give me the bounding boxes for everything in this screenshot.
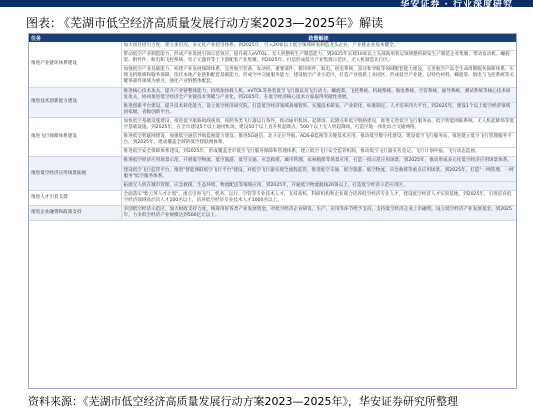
- figure-title-text: 《芜湖市低空经济高质量发展行动方案2023—2025年》解读: [64, 16, 384, 30]
- task-category-cell: 推进产业链环体系建设: [29, 42, 121, 87]
- policy-paragraph: 拓展无人机在城市管理、应急救援、生态环境、物流配送等领域应用，到2025年，开通低空物流航线20条以上，打造低空经济示范应用区。: [121, 181, 516, 190]
- policy-paragraph: 加强低空产业基础能力，构建产业发展保障体系，完善航空装备、发动机、重要部件、模块组件、航电、机电系统、雷达和导航等领域配套能力建设，完善航空产品全生命周期服务保障体系，实现飞机维修和服务保障。依托本地产业链和配套基础能力，形成空中交通服务能力，建设航空产业示范区，打造产业创新工业园区，形成低空产业链。以特色材料、螺旋桨、航电与飞控系统等关键零部件领域为重点，强化产业链整体配套。: [121, 66, 516, 87]
- policy-paragraph: 全面落实"紫云英人才计划"，重点引进飞行、机务、运行、空管等专业技术人才，支持高校、科研机构和企业联合培养低空经济专业人才，建设低空经济人才实训基地，到2025年，引进培育低空经济领域高层次人才100名以上，培养低空经济专业技术人才1000名以上。: [121, 190, 516, 205]
- policy-paragraph: 推进核心技术攻关，提升产业链整体能力，持续加快载人机、eVTOL等各类低空飞行器以及飞行动力、螺旋桨、飞控系统、机载系统、航电系统、空管系统、通导系统、测试系统等核心技术研发攻关，协同推进低空经济全产业链技术突破与产业化，到2025年，在低空经济核心技术方面取得突破性进展。: [121, 87, 516, 102]
- task-category-cell: 推进企业融资和政策支持: [29, 205, 121, 220]
- table-row: [29, 42, 516, 51]
- task-category-cell: 推进低空经济应用场景拓展: [29, 157, 121, 190]
- column-header-task: 任务: [29, 34, 121, 42]
- policy-paragraph: 加大项目招引力度，建立多层次、多元化产业招引体系。到2025年，引入20家以上低空领域研发制造龙头企业，产业链企业基本健全。: [121, 42, 516, 51]
- policy-paragraph: 推进创新平台建设，提升技术转化能力，设立低空经济研究院，打造低空经济领域高端智库，实施技术研发、产业转化、标准制定、人才培养四大平台。到2025年，建设1个以上低空经济领域国家级、省级创新平台。: [121, 102, 516, 117]
- policy-paragraph: 建设低空飞行监管平台，推进"智能网联低空飞行平台"建设，对低空飞行器实现全流程监管，推进低空交通、低空旅游、低空物流、应急救援等重点应用场景。到2025年，打造"一网管理、一网服务"低空服务体系。: [121, 166, 516, 181]
- table-header-row: [29, 34, 516, 42]
- column-header-interpretation: 政策解读: [121, 34, 516, 42]
- policy-paragraph: 推进低空安全保障体系建设，到2025年，形成覆盖全市低空飞行服务保障和管理体系，建立低空飞行安全监管机制，推动低空飞行器实名登记、飞行计划申报、飞行动态监视。: [121, 148, 516, 157]
- task-category-cell: 推进飞行保障体系建设: [29, 117, 121, 156]
- source-note: 资料来源：《芜湖市低空经济高质量发展行动方案2023—2025年》，华安证券研究所整理: [28, 395, 458, 408]
- policy-paragraph: 带动低空产业制造能力，形成产业发展引领示范效应。提升载人eVTOL、无人机整机生产制造能力，到2025年实现10家以上头部商用客运领域整机研发生产制造企业集聚；带动发动机、螺旋桨、附件件、航电和飞控系统、电子元器件等上下游配套产业集聚。到2025年，打造形成低空产业集群示范区，无人机制造先行区。: [121, 51, 516, 66]
- policy-paragraph: 争创低空经济示范区，加大财政支持力度，统筹用好各类产业发展资金，对低空经济企业研发、生产、应用等环节给予支持，支持低空经济企业上市融资，设立低空经济产业发展基金。到2025年，力争低空经济产业规模达到500亿元以上。: [121, 205, 516, 220]
- table-row: [29, 117, 516, 132]
- header-banner: [0, 0, 533, 10]
- policy-paragraph: 加快低空基础设施建设，推进低空航路航线规划，按照各类飞行器运行条件，推动通用机场、起降场、起降点和低空航路建设，推进完善低空飞行服务站、低空智能网联系统、无人机起降场等低空基础设施。到2025年，在全市建设5个以上通用机场，建设50个以上直升机起降点、500个以上无人机起降场，打造空地一体化综合交通网络。: [121, 117, 516, 132]
- table-row: [29, 87, 516, 102]
- figure-title: [26, 14, 383, 31]
- task-category-cell: 推进技术创新能力建设: [29, 87, 121, 117]
- policy-paragraph: 推进低空智联网建设，加强低空通信导航监视能力建设。推进5G通信、北斗定位导航、ADS-B监视等关键技术应用，推动低空数字化建设；建设低空飞行服务站，推进建立低空飞行管理服务平台，到2025年，建成覆盖全域的低空智联网体系。: [121, 133, 516, 148]
- figure-label: 图表：: [26, 16, 63, 30]
- table-row: [29, 157, 516, 166]
- table-body: [29, 42, 516, 221]
- table-row: [29, 190, 516, 205]
- policy-paragraph: 推进低空经济应用场景示范，开展低空物流、低空旅游、低空交通、应急救援、城市管理、农林植保等场景应用，打造一批示范应用场景，到2025年，推动形成多元化低空经济应用场景体系。: [121, 157, 516, 166]
- banner-text: 华安证券 · 行业深度研究: [400, 0, 513, 10]
- policy-table: [28, 33, 517, 389]
- table-row: [29, 205, 516, 220]
- task-category-cell: 推进人才引育支撑: [29, 190, 121, 205]
